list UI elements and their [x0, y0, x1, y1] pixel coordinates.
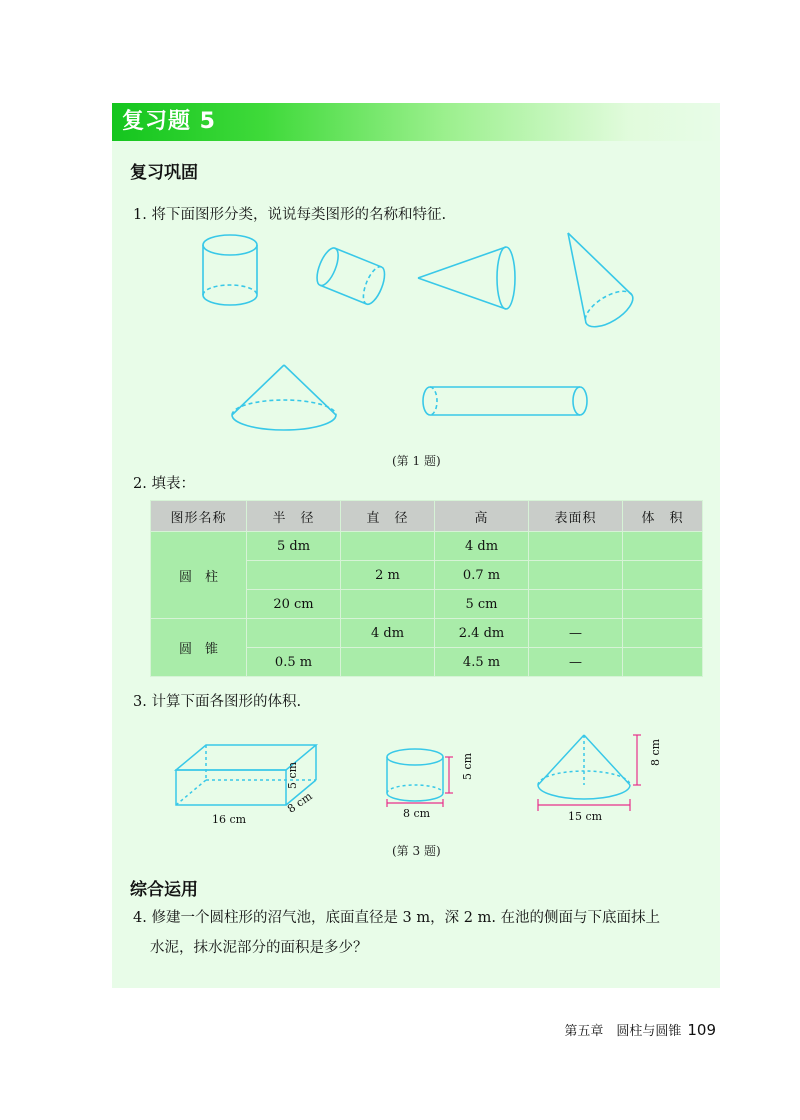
table-cell: 2 m: [341, 561, 435, 590]
cone-height-label: 8 cm: [649, 738, 662, 766]
table-cell: [341, 648, 435, 677]
question-3-caption: (第 3 题): [392, 844, 441, 858]
page-footer: [564, 1020, 716, 1039]
question-2: 2. 填表：: [133, 476, 195, 492]
table-header-cell: 图形名称: [151, 501, 247, 532]
table-cell: 2.4 dm: [435, 619, 529, 648]
table-cell: [529, 561, 623, 590]
fill-in-table: [150, 500, 703, 677]
table-cell: [623, 590, 703, 619]
cone-shape-2: [568, 233, 633, 327]
cone-shape-3: [232, 365, 336, 430]
cylinder-figure: [387, 749, 443, 801]
table-cell: 5 dm: [247, 532, 341, 561]
table-header-cell: 直 径: [341, 501, 435, 532]
table-header-cell: 表面积: [529, 501, 623, 532]
page-title: 复习题 5: [122, 109, 216, 134]
table-row: [151, 532, 703, 561]
table-cell: 4 dm: [341, 619, 435, 648]
table-header-cell: 体 积: [623, 501, 703, 532]
table-cell: [623, 532, 703, 561]
table-cell: [529, 532, 623, 561]
section-applied-heading: 综合运用: [130, 880, 198, 900]
table-header-cell: 高: [435, 501, 529, 532]
table-header-row: [151, 501, 703, 532]
table-cell: 0.5 m: [247, 648, 341, 677]
cone-figure: [538, 735, 630, 799]
table-cell: —: [529, 619, 623, 648]
cone-diameter-label: 15 cm: [568, 810, 603, 823]
table-cell: [529, 590, 623, 619]
cylinder-diameter-label: 8 cm: [403, 807, 431, 820]
page-number: 109: [687, 1021, 716, 1039]
cylinder-height-label: 5 cm: [461, 752, 474, 780]
table-cell: [247, 561, 341, 590]
section-review-heading: 复习巩固: [130, 163, 198, 183]
table-cell: [623, 648, 703, 677]
table-cell: [623, 561, 703, 590]
question-1-shapes: [190, 225, 650, 440]
cylinder-shape-1: [203, 235, 257, 305]
table-cell: 4.5 m: [435, 648, 529, 677]
question-4-line-2: 水泥，抹水泥部分的面积是多少？: [150, 940, 368, 956]
cuboid-width-label: 8 cm: [284, 789, 315, 816]
cylinder-shape-2: [313, 245, 389, 307]
question-3: 3. 计算下面各图形的体积.: [133, 694, 302, 710]
table-group-label: 圆 锥: [151, 619, 247, 677]
table-row: [151, 619, 703, 648]
table-cell: [623, 619, 703, 648]
question-4-line-1: 4. 修建一个圆柱形的沼气池，底面直径是 3 m，深 2 m. 在池的侧面与下底面抹上: [133, 910, 661, 926]
table-header-cell: 半 径: [247, 501, 341, 532]
table-cell: [341, 532, 435, 561]
question-1-caption: (第 1 题): [392, 454, 441, 468]
table-group-label: 圆 柱: [151, 532, 247, 619]
table-cell: 5 cm: [435, 590, 529, 619]
cylinder-shape-3: [423, 387, 587, 415]
table-cell: 20 cm: [247, 590, 341, 619]
cuboid-height-label: 5 cm: [286, 761, 299, 789]
table-cell: [247, 619, 341, 648]
cone-shape-1: [418, 247, 515, 309]
cuboid-length-label: 16 cm: [212, 813, 247, 826]
table-cell: 0.7 m: [435, 561, 529, 590]
table-cell: 4 dm: [435, 532, 529, 561]
table-cell: [341, 590, 435, 619]
question-3-figures: [160, 725, 680, 835]
question-1: 1. 将下面图形分类，说说每类图形的名称和特征.: [133, 207, 447, 223]
chapter-title: 第五章 圆柱与圆锥: [564, 1024, 682, 1039]
table-cell: —: [529, 648, 623, 677]
